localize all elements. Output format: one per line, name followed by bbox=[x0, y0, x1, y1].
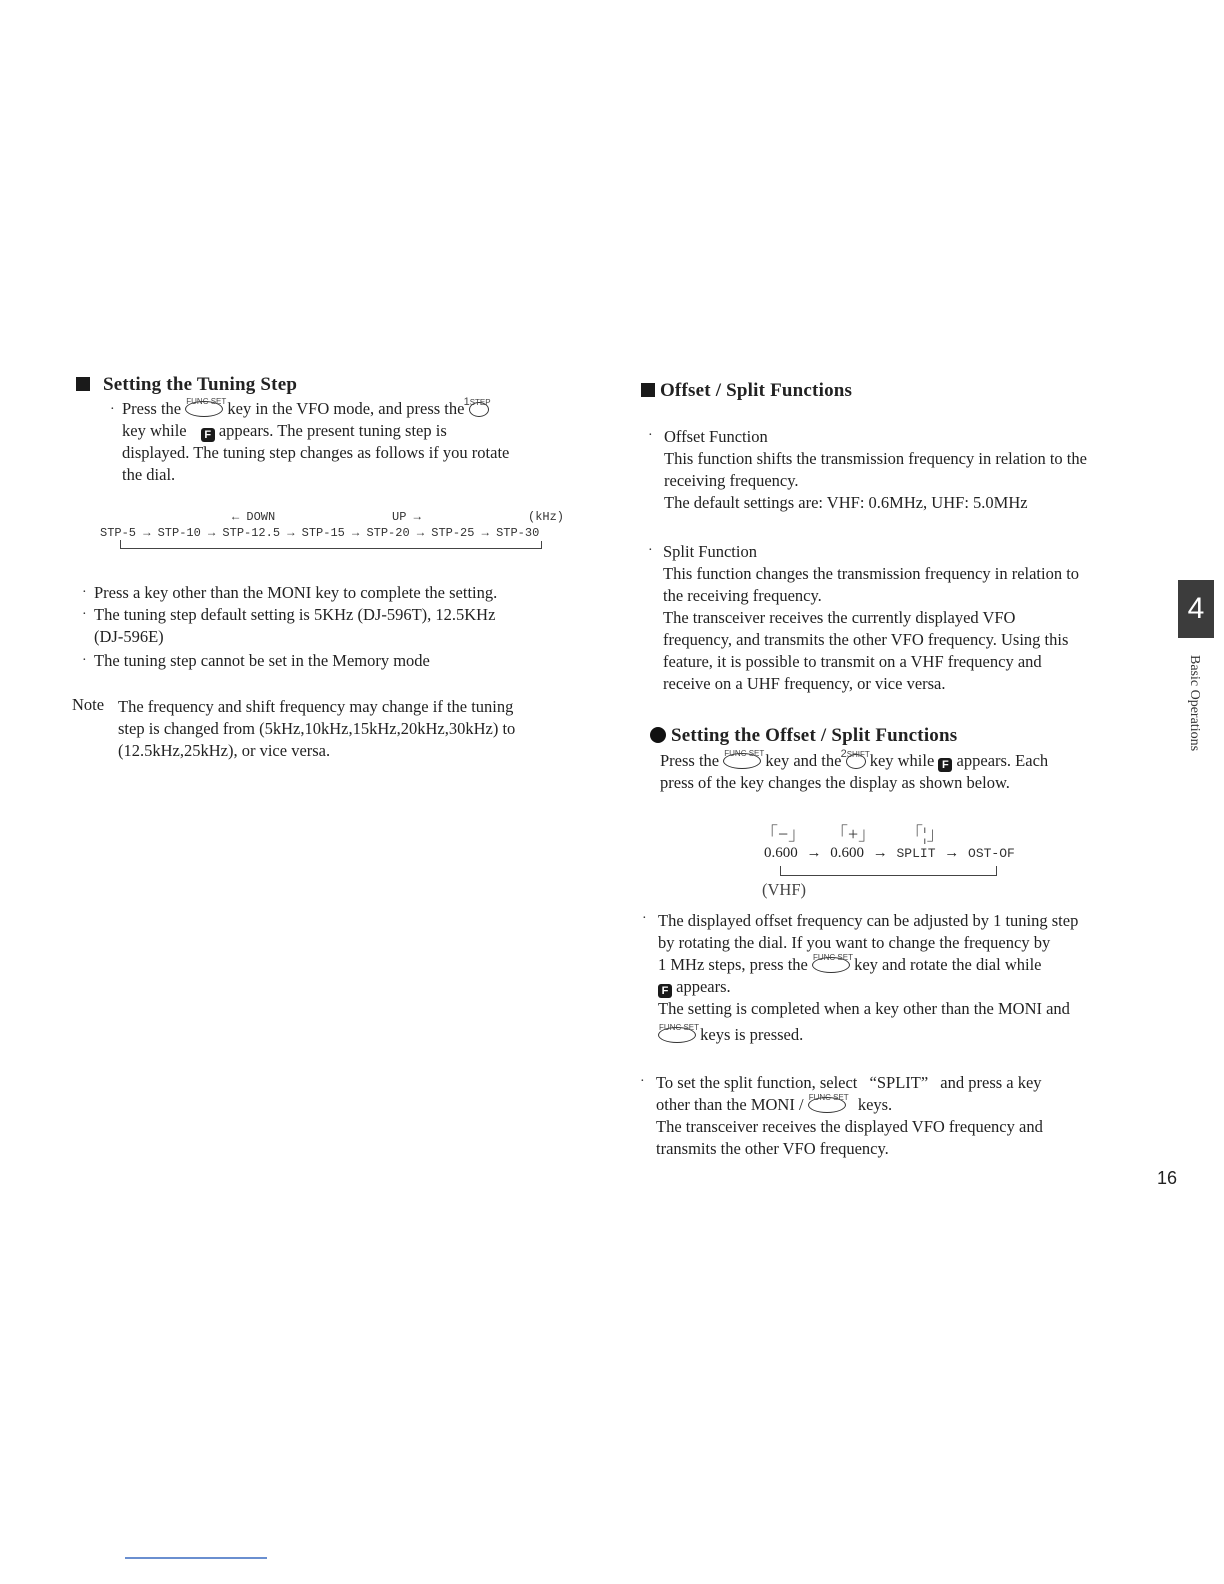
step-unit: (kHz) bbox=[528, 510, 565, 524]
bullet-moni-key: Press a key other than the MONI key to complete the setting. bbox=[94, 583, 498, 602]
bullet-memory-mode: The tuning step cannot be set in the Memory mode bbox=[94, 651, 430, 670]
step-key-icon: 1STEP bbox=[469, 402, 489, 417]
split-function-block: Split Function This function changes the transmission frequency in relation to the receiving frequency. The transceiver receives the currently displayed VFO frequency, and transmits the other VFO frequency. Using this feature, it is possible to transmit on a VHF frequency and receive on a UHF frequency, or vice versa. bbox=[663, 542, 1080, 693]
display-symbol-split: 「¦」 bbox=[905, 824, 945, 844]
step-direction-up: UP → bbox=[392, 510, 421, 524]
display-loop-line-right bbox=[996, 866, 997, 876]
bullet-dot: · bbox=[82, 607, 87, 622]
step-direction-down: ← DOWN bbox=[232, 510, 276, 524]
split-setting-block: To set the split function, select “SPLIT” and press a key other than the MONI / FUNC SET keys. The transceiver receives the displayed VFO frequency and transmits the other VFO frequency. bbox=[656, 1073, 1043, 1158]
bullet-dot: · bbox=[642, 911, 647, 926]
func-set-key-icon: FUNC SET bbox=[808, 1097, 846, 1113]
circle-bullet-icon bbox=[650, 727, 666, 743]
display-loop-line-left bbox=[780, 866, 781, 876]
bullet-dot: · bbox=[110, 402, 115, 417]
setting-offset-instructions: Press the FUNC SET key and the 2SHIFT key while F appears. Each press of the key changes the display as shown below. bbox=[660, 748, 1049, 792]
section-heading-tuning-step: Setting the Tuning Step bbox=[76, 374, 297, 396]
bullet-dot: · bbox=[648, 543, 653, 558]
chapter-side-label: Basic Operations bbox=[1187, 655, 1202, 752]
func-set-key-icon: FUNC SET bbox=[812, 957, 850, 973]
bullet-default-step: The tuning step default setting is 5KHz (DJ-596T), 12.5KHz (DJ-596E) bbox=[94, 605, 496, 646]
tuning-paragraph: Press the FUNC SET key in the VFO mode, and press the 1STEP key while F appears. The present tuning step is displayed. The tuning step changes as follows if you rotate the dial. bbox=[122, 396, 510, 484]
f-indicator-icon: F bbox=[658, 984, 672, 998]
shift-key-icon: 2SHIFT bbox=[846, 754, 866, 769]
step-sequence: STP-5 → STP-10 → STP-12.5 → STP-15 → STP-20 → STP-25 → STP-30 bbox=[100, 526, 540, 540]
offset-function-block: Offset Function This function shifts the transmission frequency in relation to the receiving frequency. The default settings are: VHF: 0.6MHz, UHF: 5.0MHz bbox=[664, 427, 1087, 512]
bullet-dot: · bbox=[640, 1074, 645, 1089]
display-symbol-minus: 「−」 bbox=[760, 824, 807, 844]
display-symbol-plus: 「+」 bbox=[830, 824, 877, 844]
step-loop-line-left bbox=[120, 540, 121, 549]
display-sequence: 0.600 → 0.600 → SPLIT → OST-OF bbox=[764, 845, 1015, 861]
chapter-tab: 4 bbox=[1178, 580, 1214, 638]
square-bullet-icon bbox=[76, 377, 90, 391]
note-label: Note bbox=[72, 695, 105, 714]
step-loop-line-bottom bbox=[120, 548, 542, 549]
func-set-key-icon: FUNC SET bbox=[185, 401, 223, 417]
func-set-key-icon: FUNC SET bbox=[723, 753, 761, 769]
footer-rule bbox=[125, 1557, 267, 1559]
step-loop-line-right bbox=[541, 541, 542, 549]
bullet-dot: · bbox=[82, 653, 87, 668]
display-loop-line-bottom bbox=[780, 875, 997, 876]
f-indicator-icon: F bbox=[201, 428, 215, 442]
display-band-note: (VHF) bbox=[762, 880, 806, 899]
bullet-dot: · bbox=[648, 428, 653, 443]
f-indicator-icon: F bbox=[938, 758, 952, 772]
note-text: The frequency and shift frequency may change if the tuning step is changed from (5kHz,10kHz,15kHz,20kHz,30kHz) to (12.5kHz,25kHz), or vice versa. bbox=[118, 697, 516, 760]
bullet-dot: · bbox=[82, 585, 87, 600]
func-set-key-icon: FUNC SET bbox=[658, 1027, 696, 1043]
page-number: 16 bbox=[1157, 1168, 1178, 1188]
square-bullet-icon bbox=[641, 383, 655, 397]
sub-heading-setting-offset: Setting the Offset / Split Functions bbox=[650, 725, 957, 747]
section-heading-offset-split: Offset / Split Functions bbox=[641, 380, 852, 402]
offset-adjust-block: The displayed offset frequency can be adjusted by 1 tuning step by rotating the dial. If you want to change the frequency by 1 MHz steps, press the FUNC SET key and rotate the dial while F appears. The setting is completed when a key other than the MONI and FUNC SET keys is pressed. bbox=[658, 911, 1079, 1044]
